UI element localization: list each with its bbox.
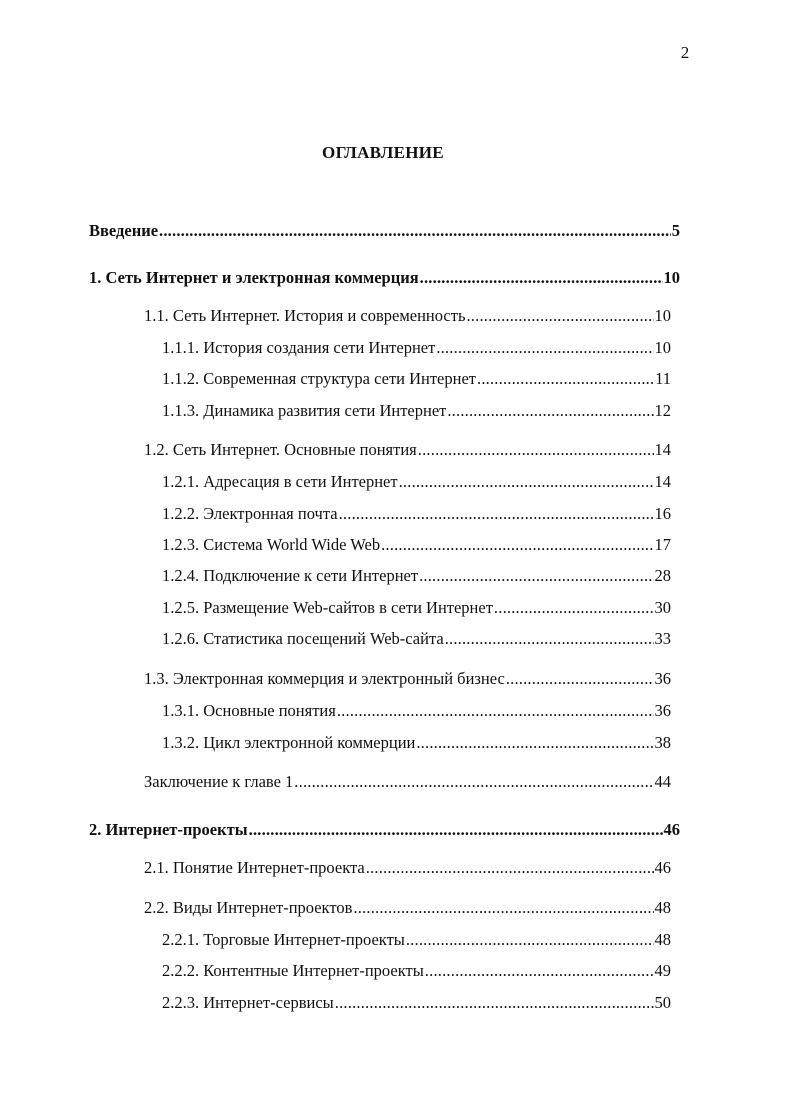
toc-entry-label: 1.2.5. Размещение Web-сайтов в сети Интернет [162,598,493,617]
page-number: 2 [680,43,690,62]
toc-entry[interactable] [144,306,671,326]
toc-entry-label: Заключение к главе 1 [144,772,294,791]
toc-entry-page: 10 [663,268,680,287]
toc-leader [366,858,654,878]
toc-entry-label: 1.1.3. Динамика развития сети Интернет [162,401,447,420]
toc-entry-page: 33 [654,629,671,648]
toc-leader [447,401,653,421]
toc-entry-page: 49 [654,961,671,980]
toc-entry-label: 2.2. Виды Интернет-проектов [144,898,353,917]
toc-entry[interactable] [162,472,671,492]
toc-entry-label: 1.3.2. Цикл электронной коммерции [162,733,416,752]
toc-entry[interactable] [162,993,671,1013]
toc-entry-label: 1.1.1. История создания сети Интернет [162,338,436,357]
toc-entry-label: 1.1. Сеть Интернет. История и современность [144,306,466,325]
toc-leader [418,440,654,460]
toc-entry-page: 38 [654,733,671,752]
toc-entry-page: 30 [654,598,671,617]
toc-entry[interactable] [162,598,671,618]
toc-leader [399,472,654,492]
toc-entry-label: 2. Интернет-проекты [89,820,248,839]
toc-leader [416,733,653,753]
toc-entry-page: 16 [654,504,671,523]
toc-leader [406,930,654,950]
toc-entry[interactable] [162,401,671,421]
toc-leader [506,669,654,689]
toc-entry[interactable] [162,629,671,649]
toc-leader [425,961,654,981]
toc-entry[interactable] [162,930,671,950]
toc-leader [494,598,654,618]
toc-entry[interactable] [162,566,671,586]
toc-leader [353,898,653,918]
toc-entry-label: 1.3. Электронная коммерция и электронный бизнес [144,669,505,688]
toc-entry-label: 1.1.2. Современная структура сети Интернет [162,369,476,388]
toc-entry-label: 1.2.1. Адресация в сети Интернет [162,472,398,491]
toc-entry-label: 1. Сеть Интернет и электронная коммерция [89,268,419,287]
toc-leader [477,369,654,389]
toc-entry-page: 14 [654,440,671,459]
toc-entry[interactable] [162,961,671,981]
toc-entry-page: 11 [655,369,671,388]
toc-entry[interactable] [162,338,671,358]
toc-leader [335,993,654,1013]
toc-leader [381,535,653,555]
toc-entry-label: 1.3.1. Основные понятия [162,701,336,720]
toc-entry-page: 48 [654,930,671,949]
toc-entry[interactable] [144,858,671,878]
toc-entry-label: 2.1. Понятие Интернет-проекта [144,858,365,877]
toc-entry-label: 2.2.1. Торговые Интернет-проекты [162,930,405,949]
toc-entry[interactable] [162,701,671,721]
toc-leader [294,772,653,792]
toc-entry[interactable] [162,733,671,753]
toc-entry-page: 10 [654,338,671,357]
toc-leader [159,221,671,241]
toc-leader [249,820,663,840]
toc-entry-label: 2.2.2. Контентные Интернет-проекты [162,961,424,980]
toc-leader [436,338,653,358]
toc-entry-label: 1.2.3. Система World Wide Web [162,535,381,554]
toc-leader [337,701,654,721]
toc-entry[interactable] [89,268,680,288]
toc-leader [419,566,653,586]
toc-entry[interactable] [144,772,671,792]
toc-entry-page: 14 [654,472,671,491]
toc-entry-label: Введение [89,221,159,240]
toc-entry-page: 50 [654,993,671,1012]
toc-entry-label: 1.2.4. Подключение к сети Интернет [162,566,419,585]
toc-entry[interactable] [162,535,671,555]
toc-entry-page: 36 [654,669,671,688]
toc-entry-page: 44 [654,772,671,791]
toc-entry[interactable] [89,820,680,840]
toc-entry-page: 5 [671,221,680,240]
toc-entry-page: 28 [654,566,671,585]
toc-leader [466,306,653,326]
toc-entry-label: 1.2. Сеть Интернет. Основные понятия [144,440,417,459]
toc-leader [420,268,663,288]
toc-entry-page: 48 [654,898,671,917]
toc-leader [339,504,654,524]
toc-entry[interactable] [89,221,680,241]
toc-entry-label: 2.2.3. Интернет-сервисы [162,993,334,1012]
toc-entry[interactable] [144,669,671,689]
toc-entry-page: 46 [654,858,671,877]
page-title: ОГЛАВЛЕНИЕ [322,143,444,162]
toc-entry-page: 46 [663,820,680,839]
toc-entry[interactable] [162,504,671,524]
toc-entry[interactable] [144,898,671,918]
toc-entry-page: 17 [654,535,671,554]
toc-entry-label: 1.2.6. Статистика посещений Web-сайта [162,629,444,648]
toc-entry-page: 10 [654,306,671,325]
toc-entry-page: 12 [654,401,671,420]
toc-entry-page: 36 [654,701,671,720]
toc-entry[interactable] [162,369,671,389]
toc-leader [445,629,654,649]
toc-entry-label: 1.2.2. Электронная почта [162,504,338,523]
toc-entry[interactable] [144,440,671,460]
